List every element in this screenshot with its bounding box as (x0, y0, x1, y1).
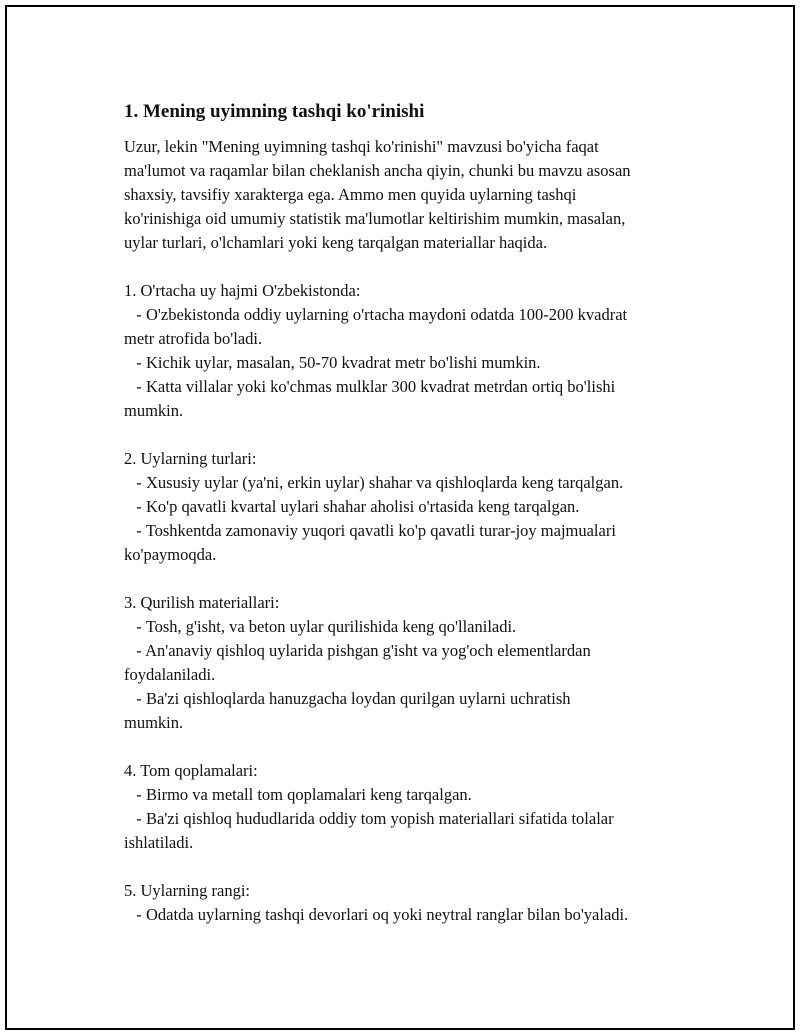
page-frame (5, 5, 795, 1030)
document-content (118, 99, 698, 927)
document-body: Uzur, lekin "Mening uyimning tashqi ko'rinishi" mavzusi bo'yicha faqat ma'lumot va raqamlar bilan cheklanish ancha qiyin, chunki bu mavzu asosan shaxsiy, tavsifiy xarakterga ega. Ammo men quyida uylarning tashqi ko'rinishiga oid umumiy statistik ma'lumotlar keltirishim mumkin, masalan, uylar turlari, o'lchamlari yoki keng tarqalgan materiallar haqida. 1. O'rtacha uy hajmi O'zbekistonda: - O'zbekistonda oddiy uylarning o'rtacha maydoni odatda 100-200 kvadrat metr atrofida bo'ladi. - Kichik uylar, masalan, 50-70 kvadrat metr bo'lishi mumkin. - Katta villalar yoki ko'chmas mulklar 300 kvadrat metrdan ortiq bo'lishi mumkin. 2. Uylarning turlari: - Xususiy uylar (ya'ni, erkin uylar) shahar va qishloqlarda keng tarqalgan. - Ko'p qavatli kvartal uylari shahar aholisi o'rtasida keng tarqalgan. - Toshkentda zamonaviy yuqori qavatli ko'p qavatli turar-joy majmualari ko'paymoqda. 3. Qurilish materiallari: - Tosh, g'isht, va beton uylar qurilishida keng qo'llaniladi. - An'anaviy qishloq uylarida pishgan g'isht va yog'och elementlardan foydalaniladi. - Ba'zi qishloqlarda hanuzgacha loydan qurilgan uylarni uchratish mumkin. 4. Tom qoplamalari: - Birmo va metall tom qoplamalari keng tarqalgan. - Ba'zi qishloq hududlarida oddiy tom yopish materiallari sifatida tolalar ishlatiladi. 5. Uylarning rangi: - Odatda uylarning tashqi devorlari oq yoki neytral ranglar bilan bo'yaladi. (124, 137, 631, 924)
document-heading: 1. Mening uyimning tashqi ko'rinishi (124, 101, 425, 122)
